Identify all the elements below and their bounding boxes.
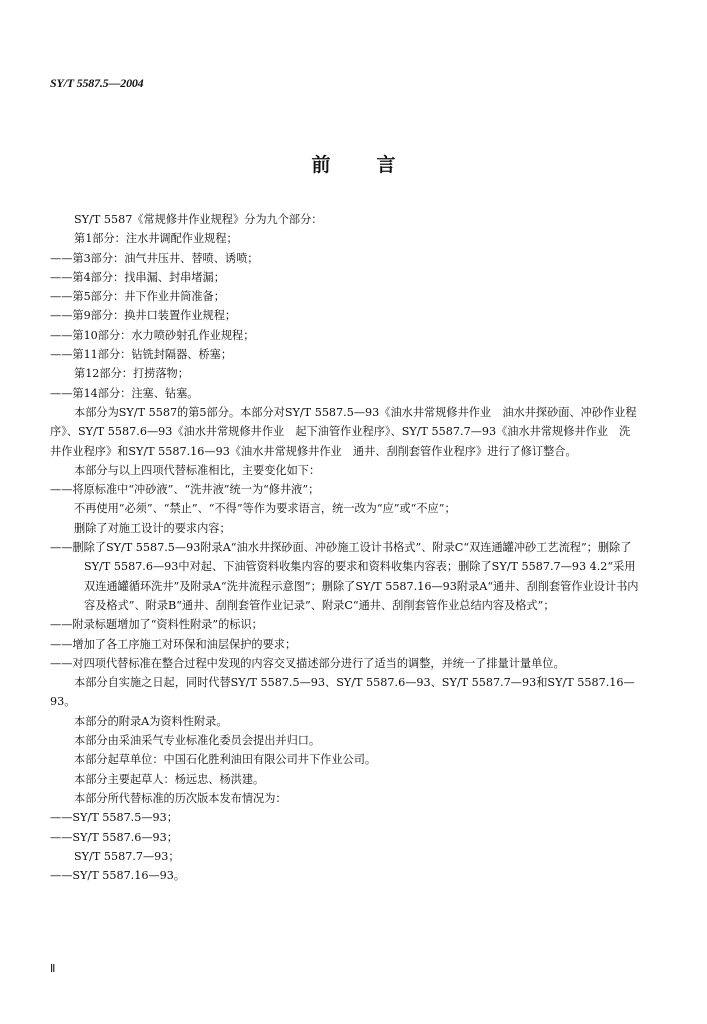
history-item: ——SY/T 5587.16—93。	[50, 869, 186, 883]
page-title: 前言	[311, 154, 442, 176]
paragraph-drafters: 本部分主要起草人：杨远忠、杨洪建。	[74, 772, 265, 786]
change-item: ——删除了SY/T 5587.5—93附录A“油水井探砂面、冲砂施工设计书格式”、附录C“双连通罐冲砂工艺流程”；删除了SY/T 5587.6—93中对起、下油管资料收集内容的要求和资料收集内容表；删除了SY/T 5587.7—93 4.2“采用双连通罐循环洗井”及附录A“洗井流程示意图”；删除了SY/T 5587.16—93附录A“通井、刮削套管作业设计书内容及格式”、附录B“通井、刮削套管作业记录”、附录C“通井、刮削套管作业总结内容及格式”；	[50, 541, 639, 612]
list-item-part-11: ——第11部分：钻铣封隔器、桥塞；	[50, 348, 233, 362]
list-item-part-12: 第12部分：打捞落物；	[74, 367, 189, 381]
paragraph-changes-intro: 本部分与以上四项代替标准相比，主要变化如下：	[74, 463, 321, 477]
change-item: 删除了对施工设计的要求内容；	[74, 521, 231, 535]
change-item: ——将原标准中“冲砂液”、“洗井液”统一为“修井液”；	[50, 483, 320, 497]
change-item: ——增加了各工序施工对环保和油层保护的要求；	[50, 637, 297, 651]
paragraph-replacement: 本部分自实施之日起，同时代替SY/T 5587.5—93、SY/T 5587.6—93、SY/T 5587.7—93和SY/T 5587.16—93。	[50, 676, 635, 709]
history-item: SY/T 5587.7—93；	[74, 849, 180, 863]
change-item: 不再使用“必须”、“禁止”、“不得”等作为要求语言，统一改为“应”或“不应”；	[74, 502, 456, 516]
history-item: ——SY/T 5587.6—93；	[50, 830, 178, 844]
list-item-part-9: ——第9部分：换井口装置作业规程；	[50, 309, 237, 323]
standard-code-header: SY/T 5587.5—2004	[50, 76, 144, 90]
change-item: ——附录标题增加了“资料性附录”的标识；	[50, 618, 263, 632]
paragraph-history-intro: 本部分所代替标准的历次版本发布情况为：	[74, 791, 287, 805]
paragraph-drafting-unit: 本部分起草单位：中国石化胜利油田有限公司井下作业公司。	[74, 753, 377, 767]
list-item-part-3: ——第3部分：油气井压井、替喷、诱喷；	[50, 251, 259, 265]
paragraph-appendix-note: 本部分的附录A为资料性附录。	[74, 714, 228, 728]
list-item-part-4: ——第4部分：找串漏、封串堵漏；	[50, 270, 225, 284]
list-item-part-1: 第1部分：注水井调配作业规程；	[74, 232, 238, 246]
list-item-part-5: ——第5部分：井下作业井筒准备；	[50, 290, 225, 304]
history-item: ——SY/T 5587.5—93；	[50, 811, 178, 825]
paragraph-intro: SY/T 5587《常规修井作业规程》分为九个部分：	[74, 213, 323, 226]
list-item-part-10: ——第10部分：水力喷砂射孔作业规程；	[50, 328, 255, 342]
foreword-content	[50, 210, 640, 885]
change-item: ——对四项代替标准在整合过程中发现的内容交叉描述部分进行了适当的调整，并统一了排量计量单位。	[50, 656, 565, 670]
paragraph-proposer: 本部分由采油采气专业标准化委员会提出并归口。	[74, 734, 321, 748]
paragraph-revision-scope: 本部分为SY/T 5587的第5部分。本部分对SY/T 5587.5—93《油水井常规修井作业 油水井探砂面、冲砂作业程序》、SY/T 5587.6—93《油水井常规修井作业 起下油管作业程序》、SY/T 5587.7—93《油水井常规修井作业 洗井作业程序》和SY/T 5587.16—93《油水井常规修井作业 通井、刮削套管作业程序》进行了修订整合。	[50, 405, 637, 458]
page-number: Ⅱ	[50, 963, 56, 975]
list-item-part-14: ——第14部分：注塞、钻塞。	[50, 386, 199, 400]
